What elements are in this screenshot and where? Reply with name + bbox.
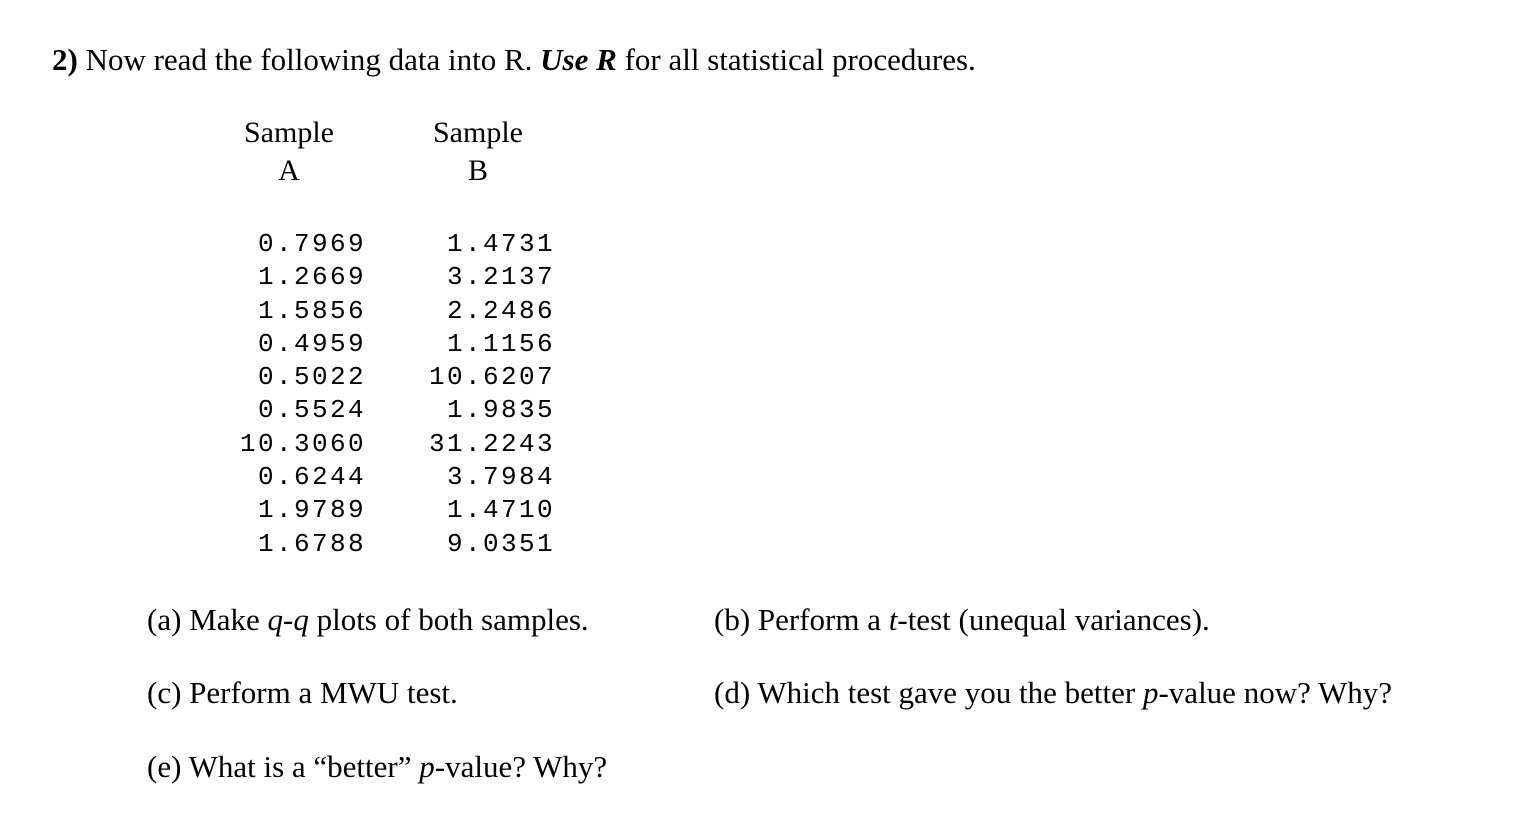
question-d-text: (d) Which test gave you the better bbox=[714, 675, 1143, 710]
question-c-text: (c) Perform a MWU test. bbox=[147, 675, 458, 710]
question-e-text: (e) What is a “better” bbox=[147, 749, 420, 784]
sample-a-value: 0.5022 bbox=[257, 362, 366, 393]
sample-b-value: 1.9835 bbox=[446, 395, 555, 426]
sample-a-value: 0.4959 bbox=[257, 328, 366, 359]
sample-b-value: 3.7984 bbox=[446, 462, 555, 493]
problem-number: 2) bbox=[52, 42, 78, 77]
sample-b-value: 10.6207 bbox=[428, 362, 555, 393]
sample-b-value: 31.2243 bbox=[428, 428, 555, 459]
question-b-text-end: -test (unequal variances). bbox=[897, 602, 1210, 637]
sample-a-value: 1.2669 bbox=[257, 262, 366, 293]
sample-b-value: 1.1156 bbox=[446, 328, 555, 359]
sample-a-value: 1.6788 bbox=[257, 528, 366, 559]
problem-text: Now read the following data into R. bbox=[77, 42, 541, 77]
question-e bbox=[147, 747, 607, 787]
sample-b-value: 2.2486 bbox=[446, 295, 555, 326]
question-d-text-end: -value now? Why? bbox=[1158, 675, 1393, 710]
sample-b-header-line1: Sample bbox=[433, 116, 523, 149]
sample-a-header-line2: A bbox=[278, 154, 300, 187]
problem-emphasis-use: Use bbox=[540, 42, 597, 77]
sample-b-value: 9.0351 bbox=[446, 528, 555, 559]
sample-b-value: 1.4731 bbox=[446, 229, 555, 259]
question-d bbox=[714, 673, 1392, 713]
sample-b-value: 3.2137 bbox=[446, 262, 555, 293]
sample-a-value: 0.5524 bbox=[257, 395, 366, 426]
question-a bbox=[147, 600, 589, 640]
sample-a-value: 1.5856 bbox=[257, 295, 366, 326]
question-b bbox=[714, 600, 1210, 640]
sample-a-value: 0.6244 bbox=[257, 462, 366, 493]
question-d-italic: p bbox=[1142, 675, 1159, 710]
sample-a-values bbox=[236, 228, 366, 561]
question-e-italic: p bbox=[419, 749, 435, 784]
question-a-text: (a) Make bbox=[147, 602, 268, 637]
question-a-italic: q-q bbox=[267, 602, 309, 637]
sample-a-header bbox=[219, 114, 359, 190]
sample-b-value: 1.4710 bbox=[446, 495, 555, 526]
sample-b-values bbox=[425, 228, 555, 561]
question-a-text-end: plots of both samples. bbox=[308, 602, 589, 637]
sample-b-header-line2: B bbox=[467, 154, 488, 187]
question-b-text: (b) Perform a bbox=[714, 602, 889, 637]
sample-a-value: 10.3060 bbox=[239, 428, 366, 459]
question-e-text-end: -value? Why? bbox=[434, 749, 608, 784]
question-b-italic: t bbox=[888, 602, 898, 637]
sample-b-header bbox=[408, 114, 548, 190]
problem-text-end: for all statistical procedures. bbox=[616, 42, 976, 77]
sample-a-value: 1.9789 bbox=[257, 495, 366, 526]
problem-emphasis-r: R bbox=[596, 42, 617, 77]
question-c bbox=[147, 673, 458, 713]
sample-a-header-line1: Sample bbox=[244, 116, 334, 149]
problem-heading bbox=[52, 38, 976, 82]
sample-a-value: 0.7969 bbox=[257, 229, 366, 259]
